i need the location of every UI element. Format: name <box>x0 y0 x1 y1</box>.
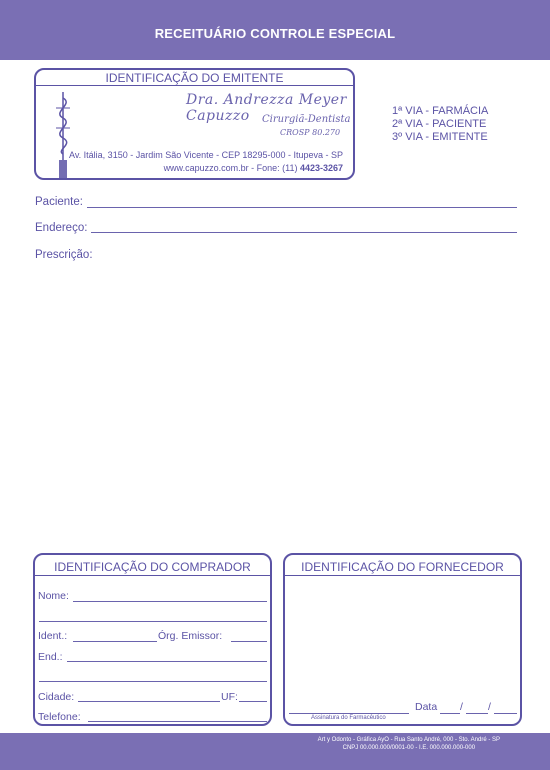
comprador-box <box>33 553 272 726</box>
prescricao-label: Prescrição: <box>35 249 93 261</box>
telefone-line[interactable] <box>88 721 267 722</box>
assinatura-line[interactable] <box>289 713 409 714</box>
endereco-label: Endereço: <box>35 222 88 234</box>
emitente-web-phone <box>164 163 343 173</box>
printer-line-2: CNPJ 00.000.000/0001-00 - I.E. 000.000.000-000 <box>342 745 476 751</box>
emitente-phone: 4423-3267 <box>299 163 343 173</box>
emitente-box <box>34 68 355 180</box>
comprador-box-title: IDENTIFICAÇÃO DO COMPRADOR <box>54 560 251 574</box>
emitente-title-divider <box>36 85 353 86</box>
paciente-line[interactable] <box>87 207 517 208</box>
endereco-line[interactable] <box>91 232 517 233</box>
fornecedor-title-divider <box>285 575 520 576</box>
header-bar <box>0 0 550 60</box>
orgao-emissor-line[interactable] <box>231 641 267 642</box>
data-month-line[interactable] <box>466 713 488 714</box>
end-line[interactable] <box>67 661 267 662</box>
printer-info <box>318 736 500 752</box>
footer-bar <box>0 733 550 770</box>
data-slash: / <box>488 701 491 713</box>
data-label: Data <box>415 701 438 713</box>
printer-line-1: Art y Odonto - Gráfica AyO - Rua Santo André, 000 - Sto. André - SP <box>317 737 500 743</box>
emitente-web: www.capuzzo.com.br - Fone: (11) <box>163 163 300 173</box>
emitente-specialty: Cirurgiã-Dentista <box>262 114 351 125</box>
via-item: 2ª VIA - PACIENTE <box>392 118 487 130</box>
nome-label: Nome: <box>38 590 69 602</box>
vias-list <box>392 105 488 144</box>
comprador-title-divider <box>35 575 270 576</box>
emitente-registry: CROSP 80.270 <box>280 128 341 137</box>
orgao-emissor-label: Órg. Emissor: <box>158 630 223 642</box>
assinatura-caption: Assinatura do Farmacêutico <box>311 715 386 721</box>
cidade-label: Cidade: <box>38 691 75 703</box>
uf-line[interactable] <box>239 701 267 702</box>
ident-line[interactable] <box>73 641 157 642</box>
data-slash: / <box>460 701 463 713</box>
end-label: End.: <box>38 651 63 663</box>
caduceus-icon <box>50 90 76 182</box>
end-line-2[interactable] <box>39 681 267 682</box>
emitente-box-title: IDENTIFICAÇÃO DO EMITENTE <box>105 71 284 85</box>
form-title: RECEITUÁRIO CONTROLE ESPECIAL <box>154 26 396 41</box>
paciente-label: Paciente: <box>35 196 83 208</box>
telefone-label: Telefone: <box>38 711 81 723</box>
fornecedor-box <box>283 553 522 726</box>
data-year-line[interactable] <box>494 713 517 714</box>
ident-label: Ident.: <box>38 630 68 642</box>
nome-line-2[interactable] <box>39 621 267 622</box>
nome-line[interactable] <box>73 601 267 602</box>
cidade-line[interactable] <box>78 701 220 702</box>
fornecedor-box-title: IDENTIFICAÇÃO DO FORNECEDOR <box>301 560 504 574</box>
emitente-address: Av. Itália, 3150 - Jardim São Vicente - CEP 18295-000 - Itupeva - SP <box>69 150 343 160</box>
data-day-line[interactable] <box>440 713 460 714</box>
emitente-name: Dra. Andrezza Meyer Capuzzo <box>186 92 347 124</box>
via-item: 1ª VIA - FARMÁCIA <box>392 105 489 117</box>
uf-label: UF: <box>221 691 238 703</box>
via-item: 3º VIA - EMITENTE <box>392 131 488 143</box>
